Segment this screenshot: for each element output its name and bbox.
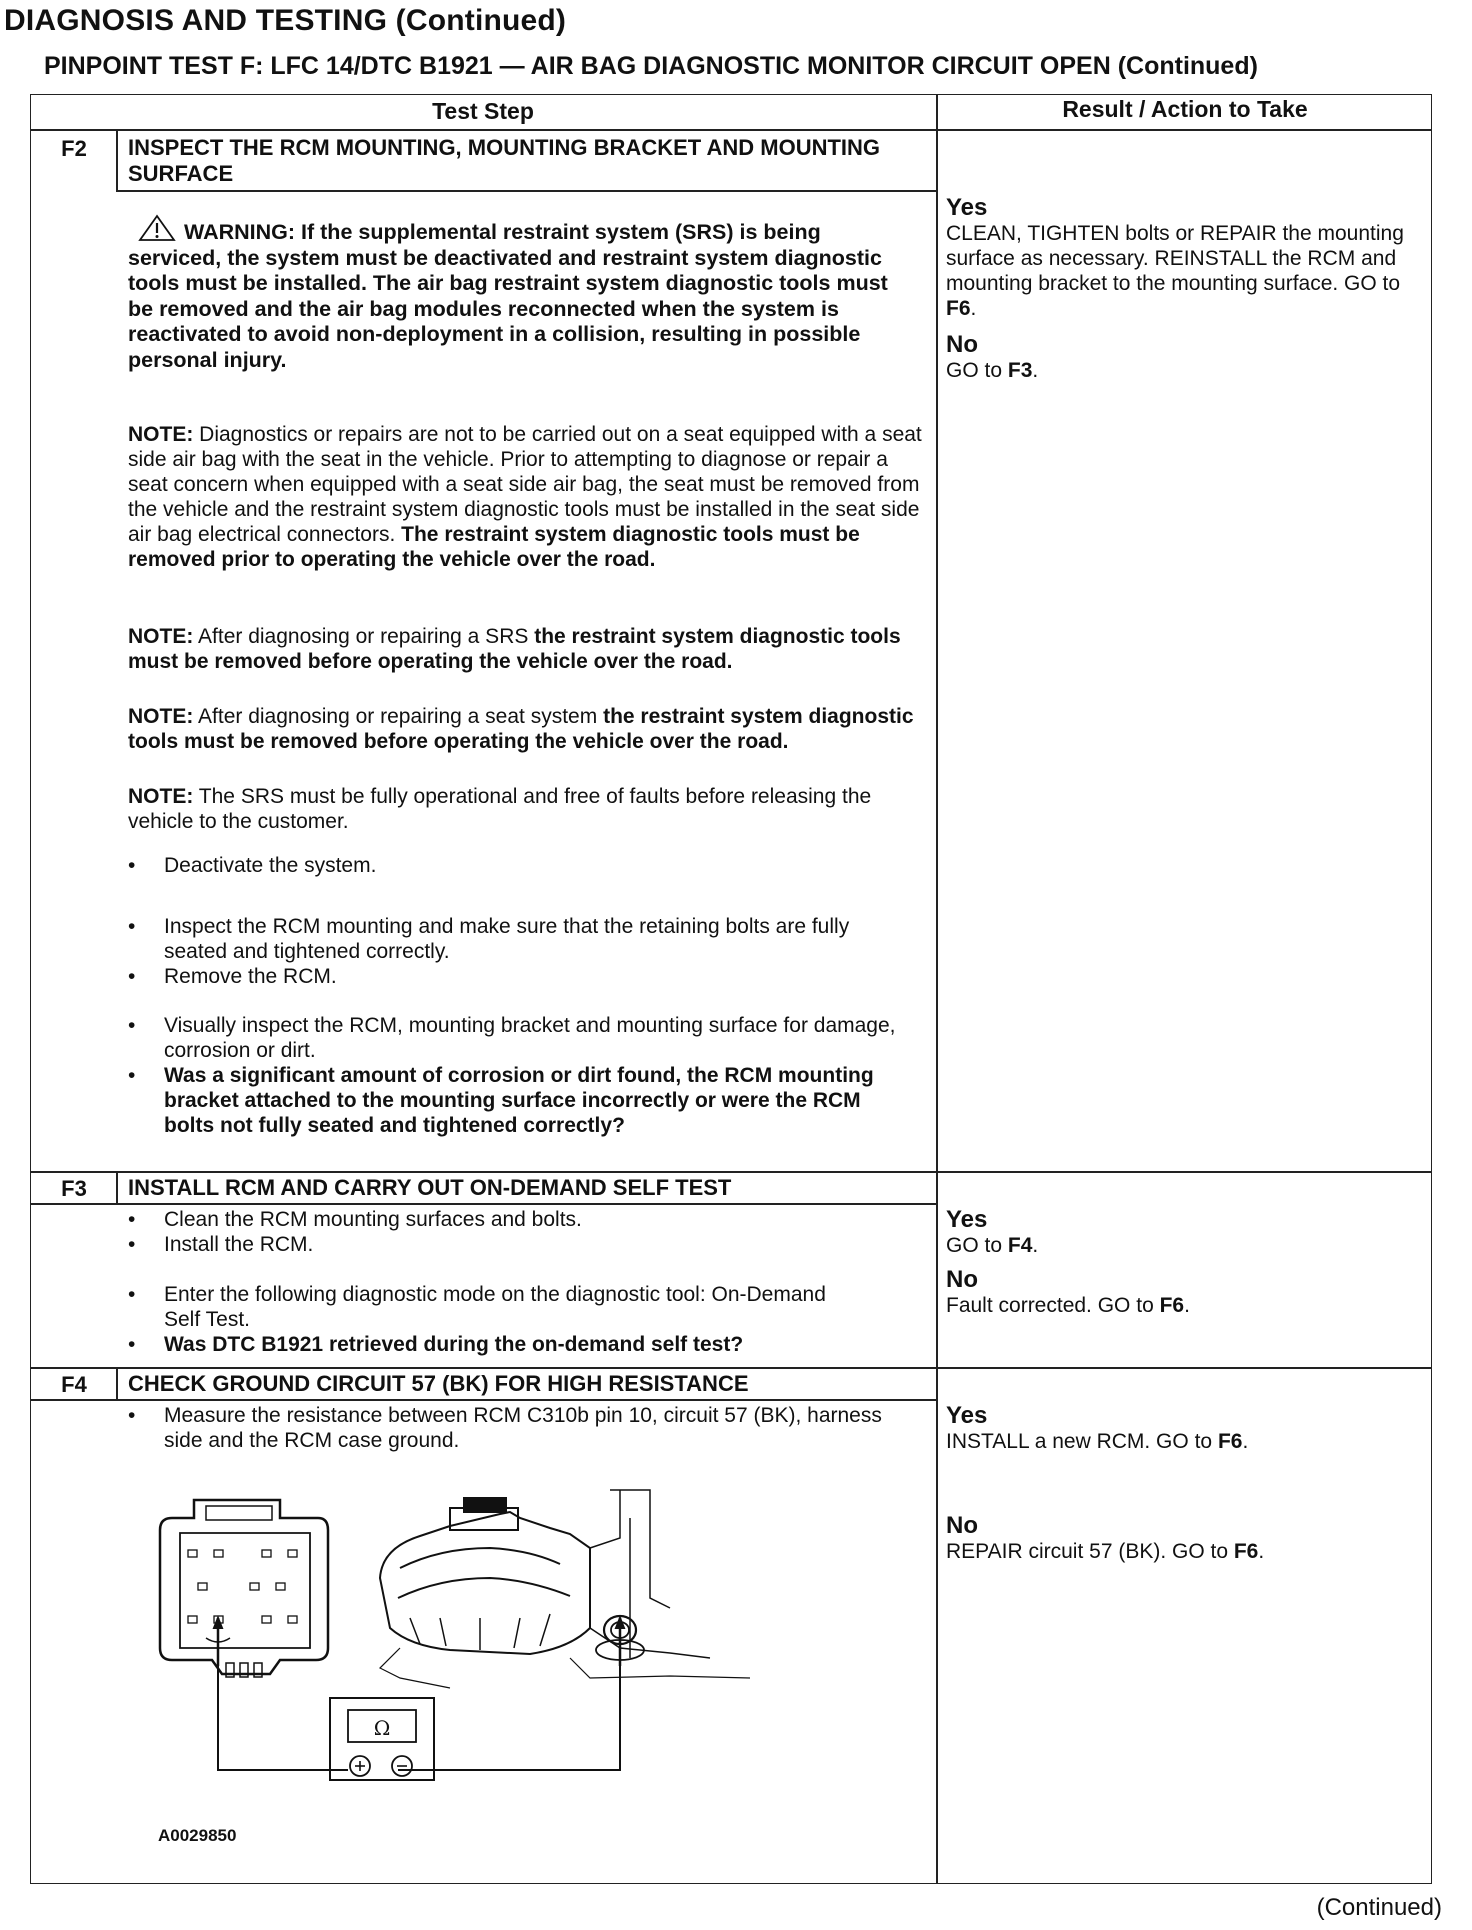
- f3-top-rule: [30, 1171, 1432, 1173]
- note-text: After diagnosing or repairing a seat system: [198, 705, 598, 728]
- warning-block: [128, 214, 908, 373]
- continued-footer: (Continued): [1316, 1894, 1442, 1921]
- step-title-f2: INSPECT THE RCM MOUNTING, MOUNTING BRACKET AND MOUNTING SURFACE: [128, 135, 881, 186]
- no-action: Fault corrected. GO to: [946, 1294, 1154, 1317]
- connector-c310b-illustration: [160, 1500, 328, 1677]
- column-header-test-step: Test Step: [432, 98, 534, 124]
- page-heading: DIAGNOSIS AND TESTING (Continued): [4, 4, 567, 37]
- bullet-text: Visually inspect the RCM, mounting bracket and mounting surface for damage, corrosion or dirt.: [164, 1014, 896, 1062]
- note-text: The SRS must be fully operational and free of faults before releasing the vehicle to the customer.: [128, 785, 872, 833]
- note-label: NOTE:: [128, 705, 194, 728]
- note-4: [128, 784, 928, 834]
- step-title-f4: CHECK GROUND CIRCUIT 57 (BK) FOR HIGH RESISTANCE: [128, 1371, 749, 1396]
- pinpoint-test-title: PINPOINT TEST F: LFC 14/DTC B1921 — AIR BAG DIAGNOSTIC MONITOR CIRCUIT OPEN (Continued): [44, 52, 1258, 80]
- step-title-f3: INSTALL RCM AND CARRY OUT ON-DEMAND SELF TEST: [128, 1175, 732, 1200]
- note-3: [128, 704, 928, 754]
- no-ref: F3: [1007, 359, 1033, 382]
- f2-title-rule: [116, 190, 936, 192]
- step-id-f3: F3: [61, 1176, 87, 1201]
- bullet-item: • Deactivate the system.: [128, 853, 908, 878]
- note-bold-text: The restraint system diagnostic tools must be removed prior to operating the vehicle over the road.: [128, 523, 860, 571]
- header-rule: [30, 129, 1432, 131]
- no-ref: F6: [1233, 1540, 1259, 1563]
- resistance-measurement-figure: [150, 1478, 790, 1838]
- yes-label: Yes: [946, 1206, 988, 1233]
- ohmmeter-illustration: [330, 1698, 434, 1780]
- no-label: No: [946, 1512, 978, 1539]
- yes-label: Yes: [946, 1402, 988, 1429]
- bullet-item: • Clean the RCM mounting surfaces and bolts.: [128, 1207, 908, 1232]
- warning-text: WARNING: If the supplemental restraint system (SRS) is being serviced, the system must be deactivated and restraint system diagnostic tools must be installed. The air bag restraint system diagnostic tools must be removed and the air bag modules reconnected when the system is reactivated to avoid non-deployment in a collision, resulting in possible personal injury.: [128, 220, 888, 372]
- bullet-item: • Measure the resistance between RCM C310b pin 10, circuit 57 (BK), harness side and the RCM case ground.: [128, 1403, 898, 1453]
- f4-result: Yes INSTALL a new RCM. GO to F6. No REPAIR circuit 57 (BK). GO to F6.: [946, 1402, 1416, 1564]
- bullet-item: • Remove the RCM.: [128, 964, 908, 989]
- no-action: REPAIR circuit 57 (BK). GO to: [946, 1540, 1229, 1563]
- f4-title-rule: [30, 1399, 936, 1401]
- step-id-divider: [116, 1368, 118, 1400]
- yes-ref: F6: [1217, 1430, 1243, 1453]
- bullet-text: Inspect the RCM mounting and make sure that the retaining bolts are fully seated and tightened correctly.: [164, 915, 850, 963]
- no-ref: F6: [1159, 1294, 1185, 1317]
- note-1: [128, 422, 928, 572]
- bullet-question: • Was a significant amount of corrosion or dirt found, the RCM mounting bracket attached to the mounting surface incorrectly or were the RCM bolts not fully seated and tightened correctly?: [128, 1063, 908, 1138]
- note-label: NOTE:: [128, 625, 194, 648]
- note-label: NOTE:: [128, 423, 194, 446]
- bullet-question: • Was DTC B1921 retrieved during the on-demand self test?: [128, 1332, 908, 1357]
- bullet-text: Clean the RCM mounting surfaces and bolts.: [164, 1208, 582, 1231]
- f4-top-rule: [30, 1367, 1432, 1369]
- bullet-text: Remove the RCM.: [164, 965, 337, 988]
- yes-ref: F6: [946, 297, 971, 320]
- column-header-result: Result / Action to Take: [1062, 96, 1308, 122]
- yes-action: INSTALL a new RCM. GO to: [946, 1430, 1213, 1453]
- rcm-module-illustration: [380, 1490, 750, 1688]
- step-id-divider: [116, 1172, 118, 1204]
- bullet-text: Was a significant amount of corrosion or dirt found, the RCM mounting bracket attached to the mounting surface incorrectly or were the RCM bolts not fully seated and tightened correctly?: [164, 1064, 874, 1137]
- bullet-text: Was DTC B1921 retrieved during the on-demand self test?: [164, 1333, 744, 1356]
- warning-triangle-icon: [138, 214, 176, 242]
- no-action: GO to: [946, 359, 1003, 382]
- note-text: After diagnosing or repairing a SRS: [198, 625, 529, 648]
- note-label: NOTE:: [128, 785, 194, 808]
- column-divider: [936, 94, 938, 1884]
- bullet-text: Install the RCM.: [164, 1233, 314, 1256]
- note-bold-text: the restraint system diagnostic tools must be removed before operating the vehicle over the road.: [128, 705, 914, 753]
- yes-action: CLEAN, TIGHTEN bolts or REPAIR the mounting surface as necessary. REINSTALL the RCM and mounting bracket to the mounting surface. GO to: [946, 222, 1404, 295]
- yes-label: Yes: [946, 194, 988, 221]
- no-label: No: [946, 331, 978, 358]
- step-id-f2: F2: [61, 136, 87, 161]
- bullet-item: • Visually inspect the RCM, mounting bracket and mounting surface for damage, corrosion or dirt.: [128, 1013, 908, 1063]
- bullet-item: • Install the RCM.: [128, 1232, 908, 1257]
- f2-result: Yes CLEAN, TIGHTEN bolts or REPAIR the mounting surface as necessary. REINSTALL the RCM and mounting bracket to the mounting surface. GO to F6. No GO to F3.: [946, 194, 1416, 383]
- no-label: No: [946, 1266, 978, 1293]
- step-id-f4: F4: [61, 1372, 87, 1397]
- f3-title-rule: [30, 1203, 936, 1205]
- yes-ref: F4: [1007, 1234, 1033, 1257]
- bullet-text: Enter the following diagnostic mode on the diagnostic tool: On-Demand Self Test.: [164, 1283, 826, 1331]
- figure-code: A0029850: [158, 1826, 237, 1845]
- bullet-item: • Enter the following diagnostic mode on the diagnostic tool: On-Demand Self Test.: [128, 1282, 848, 1332]
- note-2: [128, 624, 928, 674]
- step-id-divider: [116, 130, 118, 190]
- note-text: Diagnostics or repairs are not to be carried out on a seat equipped with a seat side air bag with the seat in the vehicle. Prior to attempting to diagnose or repair a seat concern when equipped with a seat side air bag, the seat must be removed from the vehicle and the restraint system diagnostic tools must be installed in the seat side air bag electrical connectors.: [128, 423, 922, 546]
- bullet-text: Deactivate the system.: [164, 854, 377, 877]
- note-bold-text: the restraint system diagnostic tools must be removed before operating the vehicle over the road.: [128, 625, 901, 673]
- bullet-item: • Inspect the RCM mounting and make sure that the retaining bolts are fully seated and tightened correctly.: [128, 914, 908, 964]
- f3-result: Yes GO to F4. No Fault corrected. GO to F6.: [946, 1206, 1416, 1318]
- ohm-symbol: Ω: [373, 1716, 391, 1740]
- bullet-text: Measure the resistance between RCM C310b pin 10, circuit 57 (BK), harness side and the RCM case ground.: [164, 1404, 882, 1452]
- yes-action: GO to: [946, 1234, 1003, 1257]
